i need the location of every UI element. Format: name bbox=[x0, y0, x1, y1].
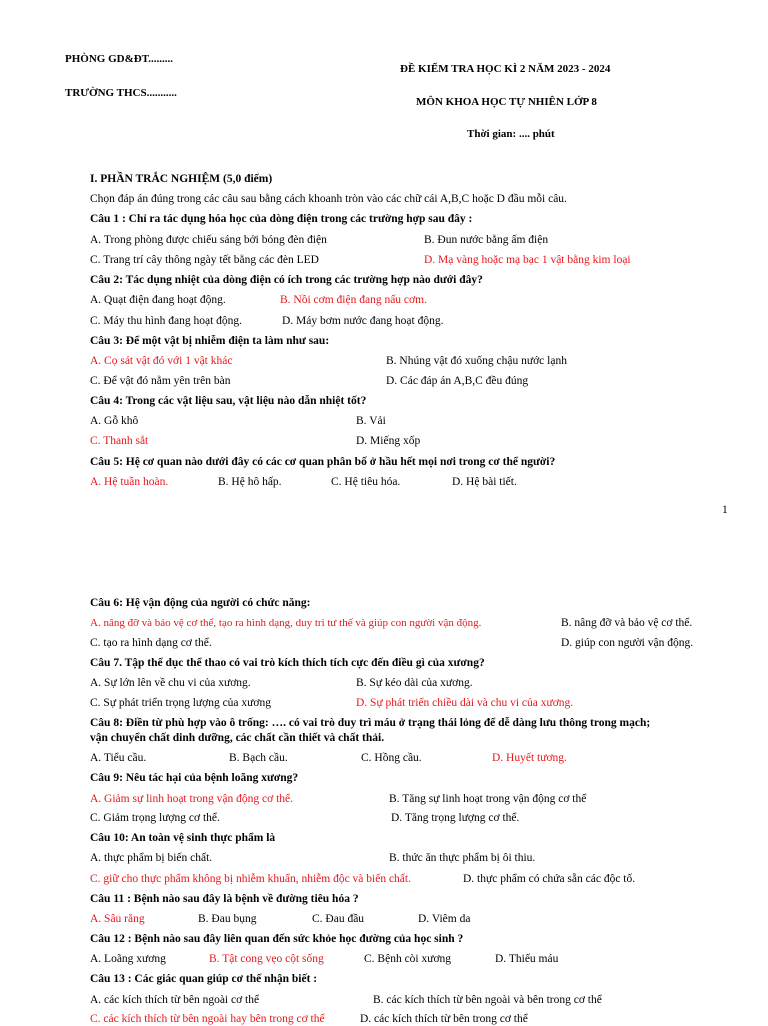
q12-option-b: B. Tật cong vẹo cột sống bbox=[209, 953, 324, 965]
q2-option-a: A. Quạt điện đang hoạt động. bbox=[90, 294, 226, 306]
q4-option-b: B. Vải bbox=[356, 415, 386, 427]
q6-option-b: B. nâng đỡ và bảo vệ cơ thể. bbox=[561, 617, 693, 629]
q8-option-d: D. Huyết tương. bbox=[492, 752, 567, 764]
q7-option-d: D. Sự phát triển chiều dài và chu vi của xương. bbox=[356, 697, 574, 709]
section-title: I. PHẦN TRẮC NGHIỆM (5,0 điểm) bbox=[90, 173, 273, 185]
question-8: Câu 8: Điền từ phù hợp vào ô trống: …. có vai trò duy trì máu ở trạng thái lỏng để dễ dàng lưu thông trong mạch; bbox=[90, 717, 651, 729]
q7-option-a: A. Sự lớn lên về chu vi của xương. bbox=[90, 677, 251, 689]
exam-time: Thời gian: .... phút bbox=[467, 128, 555, 140]
q7-option-c: C. Sự phát triển trọng lượng của xương bbox=[90, 697, 271, 709]
q13-option-b: B. các kích thích từ bên ngoài và bên trong cơ thể bbox=[373, 994, 602, 1006]
instruction: Chọn đáp án đúng trong các câu sau bằng cách khoanh tròn vào các chữ cái A,B,C hoặc D đầu mỗi câu. bbox=[90, 193, 567, 205]
question-2: Câu 2: Tác dụng nhiệt của dòng điện có ích trong các trường hợp nào dưới đây? bbox=[90, 274, 483, 286]
question-5: Câu 5: Hệ cơ quan nào dưới đây có các cơ quan phân bố ở hầu hết mọi nơi trong cơ thể người? bbox=[90, 456, 556, 468]
q5-option-a: A. Hệ tuần hoàn. bbox=[90, 476, 169, 488]
q13-option-c: C. các kích thích từ bên ngoài hay bên trong cơ thể bbox=[90, 1013, 325, 1025]
q3-option-b: B. Nhúng vật đó xuống chậu nước lạnh bbox=[386, 355, 567, 367]
q3-option-d: D. Các đáp án A,B,C đều đúng bbox=[386, 375, 529, 387]
q2-option-d: D. Máy bơm nước đang hoạt động. bbox=[282, 315, 444, 327]
q1-option-b: B. Đun nước bằng ấm điện bbox=[424, 234, 549, 246]
exam-title: ĐỀ KIỂM TRA HỌC KÌ 2 NĂM 2023 - 2024 bbox=[400, 63, 611, 75]
school-name: TRƯỜNG THCS........... bbox=[65, 87, 177, 99]
q12-option-d: D. Thiếu máu bbox=[495, 953, 559, 965]
q8-option-c: C. Hồng cầu. bbox=[361, 752, 422, 764]
q8-option-a: A. Tiểu cầu. bbox=[90, 752, 147, 764]
question-1: Câu 1 : Chỉ ra tác dụng hóa học của dòng điện trong các trường hợp sau đây : bbox=[90, 213, 473, 225]
dept-name: PHÒNG GD&ĐT......... bbox=[65, 53, 173, 65]
q6-option-d: D. giúp con người vận động. bbox=[561, 637, 694, 649]
question-11: Câu 11 : Bệnh nào sau đây là bệnh về đường tiêu hóa ? bbox=[90, 893, 359, 905]
question-12: Câu 12 : Bệnh nào sau đây liên quan đến sức khỏe học đường của học sinh ? bbox=[90, 933, 464, 945]
q8-option-b: B. Bạch cầu. bbox=[229, 752, 288, 764]
q10-option-b: B. thức ăn thực phẩm bị ôi thiu. bbox=[389, 852, 536, 864]
q1-option-a: A. Trong phòng được chiếu sáng bởi bóng đèn điện bbox=[90, 234, 327, 246]
question-7: Câu 7. Tập thể dục thể thao có vai trò kích thích tích cực đến điều gì của xương? bbox=[90, 657, 485, 669]
subject-title: MÔN KHOA HỌC TỰ NHIÊN LỚP 8 bbox=[416, 96, 597, 108]
question-10: Câu 10: An toàn vệ sinh thực phẩm là bbox=[90, 832, 276, 844]
q12-option-a: A. Loãng xương bbox=[90, 953, 166, 965]
question-3: Câu 3: Để một vật bị nhiễm điện ta làm như sau: bbox=[90, 335, 330, 347]
q11-option-c: C. Đau đầu bbox=[312, 913, 365, 925]
q11-option-d: D. Viêm da bbox=[418, 913, 471, 925]
page-number: 1 bbox=[722, 504, 728, 516]
q3-option-c: C. Để vật đó nằm yên trên bàn bbox=[90, 375, 231, 387]
q9-option-a: A. Giảm sự linh hoạt trong vận động cơ thể. bbox=[90, 793, 293, 805]
q11-option-b: B. Đau bụng bbox=[198, 913, 257, 925]
q6-option-a: A. nâng đỡ và bảo vệ cơ thể, tạo ra hình dạng, duy trì tư thế và giúp con người vận động. bbox=[90, 617, 482, 629]
q7-option-b: B. Sự kéo dài của xương. bbox=[356, 677, 473, 689]
q5-option-d: D. Hệ bài tiết. bbox=[452, 476, 517, 488]
q5-option-c: C. Hệ tiêu hóa. bbox=[331, 476, 401, 488]
q1-option-c: C. Trang trí cây thông ngày tết bằng các đèn LED bbox=[90, 254, 319, 266]
question-4: Câu 4: Trong các vật liệu sau, vật liệu nào dẫn nhiệt tốt? bbox=[90, 395, 367, 407]
q6-option-c: C. tạo ra hình dạng cơ thể. bbox=[90, 637, 212, 649]
question-6: Câu 6: Hệ vận động của người có chức năng: bbox=[90, 597, 311, 609]
q10-option-a: A. thực phẩm bị biến chất. bbox=[90, 852, 213, 864]
q13-option-a: A. các kích thích từ bên ngoài cơ thể bbox=[90, 994, 260, 1006]
question-13: Câu 13 : Các giác quan giúp cơ thể nhận biết : bbox=[90, 973, 318, 985]
q13-option-d: D. các kích thích từ bên trong cơ thể bbox=[360, 1013, 528, 1025]
q3-option-a: A. Cọ sát vật đó với 1 vật khác bbox=[90, 355, 233, 367]
q10-option-c: C. giữ cho thực phẩm không bị nhiễm khuẩn, nhiễm độc và biến chất. bbox=[90, 873, 411, 885]
q9-option-c: C. Giảm trọng lượng cơ thể. bbox=[90, 812, 220, 824]
q11-option-a: A. Sâu răng bbox=[90, 913, 145, 925]
q5-option-b: B. Hệ hô hấp. bbox=[218, 476, 282, 488]
q9-option-b: B. Tăng sự linh hoạt trong vận động cơ thể bbox=[389, 793, 587, 805]
q2-option-c: C. Máy thu hình đang hoạt động. bbox=[90, 315, 243, 327]
q1-option-d: D. Mạ vàng hoặc mạ bạc 1 vật bằng kim loại bbox=[424, 254, 631, 266]
q10-option-d: D. thực phẩm có chứa sẵn các độc tố. bbox=[463, 873, 636, 885]
q9-option-d: D. Tăng trọng lượng cơ thể. bbox=[391, 812, 520, 824]
q4-option-c: C. Thanh sắt bbox=[90, 435, 149, 447]
question-8-cont: vận chuyển chất dinh dưỡng, các chất cần thiết và chất thải. bbox=[90, 732, 385, 744]
q12-option-c: C. Bệnh còi xương bbox=[364, 953, 452, 965]
q4-option-d: D. Miếng xốp bbox=[356, 435, 421, 447]
question-9: Câu 9: Nêu tác hại của bệnh loãng xương? bbox=[90, 772, 299, 784]
q2-option-b: B. Nồi cơm điện đang nấu cơm. bbox=[280, 294, 427, 306]
q4-option-a: A. Gỗ khô bbox=[90, 415, 139, 427]
